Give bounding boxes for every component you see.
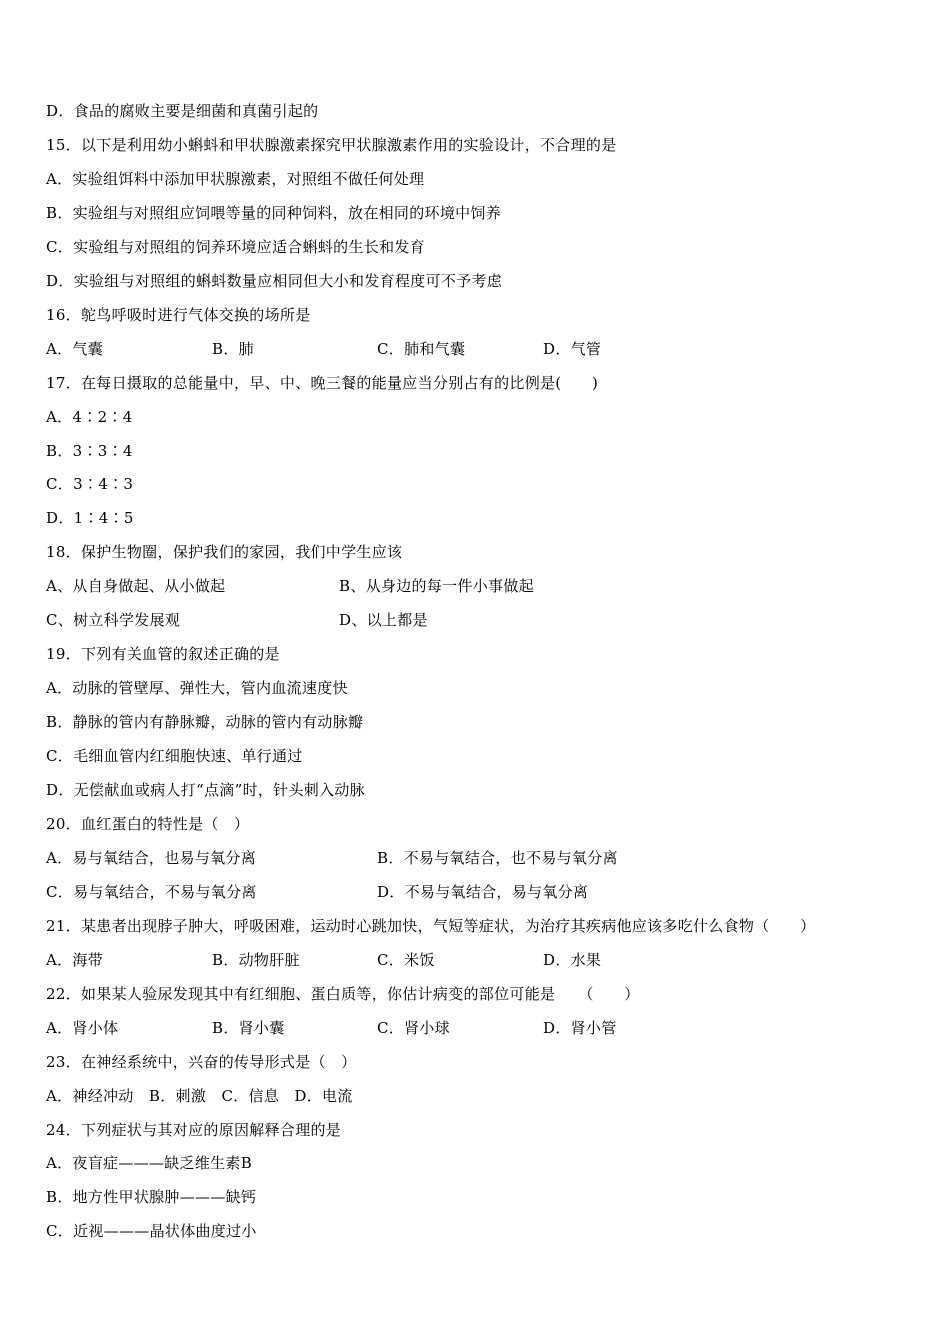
answer-option: B．肺 bbox=[212, 339, 254, 358]
document-line: A．动脉的管壁厚、弹性大，管内血流速度快 bbox=[46, 679, 348, 698]
document-line: 17．在每日摄取的总能量中，早、中、晚三餐的能量应当分别占有的比例是( ) bbox=[46, 373, 599, 392]
document-line bbox=[46, 1016, 906, 1040]
answer-option: A．肾小体 bbox=[46, 1018, 119, 1037]
document-line: 23．在神经系统中，兴奋的传导形式是（ ） bbox=[46, 1052, 357, 1071]
document-line: B．地方性甲状腺肿———缺钙 bbox=[46, 1188, 257, 1207]
answer-option: A．气囊 bbox=[46, 339, 104, 358]
document-line: C．实验组与对照组的饲养环境应适合蝌蚪的生长和发育 bbox=[46, 237, 425, 256]
document-line: A．实验组饵料中添加甲状腺激素，对照组不做任何处理 bbox=[46, 169, 425, 188]
document-line bbox=[46, 948, 906, 972]
answer-option: D．水果 bbox=[543, 950, 602, 969]
document-line: C．近视———晶状体曲度过小 bbox=[46, 1222, 257, 1241]
answer-option: C．易与氧结合，不易与氧分离 bbox=[46, 882, 257, 901]
answer-option: D．不易与氧结合，易与氧分离 bbox=[377, 882, 589, 901]
document-line: 21．某患者出现脖子肿大，呼吸困难，运动时心跳加快，气短等症状，为治疗其疾病他应该多吃什么食物（ ） bbox=[46, 916, 816, 935]
document-line: A．夜盲症———缺乏维生素B bbox=[46, 1154, 253, 1173]
document-line: 20．血红蛋白的特性是（ ） bbox=[46, 814, 250, 833]
answer-option: B．肾小囊 bbox=[212, 1018, 285, 1037]
document-line bbox=[46, 880, 906, 904]
document-line: C．3∶4∶3 bbox=[46, 475, 134, 494]
document-line: C．毛细血管内红细胞快速、单行通过 bbox=[46, 747, 303, 766]
answer-option: B．不易与氧结合，也不易与氧分离 bbox=[377, 848, 618, 867]
document-line: 15．以下是利用幼小蝌蚪和甲状腺激素探究甲状腺激素作用的实验设计，不合理的是 bbox=[46, 135, 617, 154]
document-line: B．3∶3∶4 bbox=[46, 441, 133, 460]
answer-option: C、树立科学发展观 bbox=[46, 611, 181, 630]
document-line: A．4∶2∶4 bbox=[46, 407, 133, 426]
document-line: 22．如果某人验尿发现其中有红细胞、蛋白质等，你估计病变的部位可能是 （ ） bbox=[46, 984, 640, 1003]
answer-option: A．海带 bbox=[46, 950, 104, 969]
document-line: B．静脉的管内有静脉瓣，动脉的管内有动脉瓣 bbox=[46, 713, 364, 732]
document-line: D．无偿献血或病人打“点滴”时，针头刺入动脉 bbox=[46, 781, 365, 799]
document-line bbox=[46, 846, 906, 870]
answer-option: D．肾小管 bbox=[543, 1018, 617, 1037]
document-line: D．1∶4∶5 bbox=[46, 509, 134, 528]
answer-option: C．肾小球 bbox=[377, 1018, 450, 1037]
document-line: 18．保护生物圈，保护我们的家园，我们中学生应该 bbox=[46, 543, 403, 562]
answer-option: D、以上都是 bbox=[339, 611, 428, 630]
answer-option: B．动物肝脏 bbox=[212, 950, 300, 969]
document-line: A．神经冲动 B．刺激 C．信息 D．电流 bbox=[46, 1086, 353, 1105]
document-line: D．实验组与对照组的蝌蚪数量应相同但大小和发育程度可不予考虑 bbox=[46, 271, 503, 290]
answer-option: A、从自身做起、从小做起 bbox=[46, 577, 226, 596]
document-line: D．食品的腐败主要是细菌和真菌引起的 bbox=[46, 102, 319, 120]
document-line: 19．下列有关血管的叙述正确的是 bbox=[46, 645, 280, 664]
document-line: 24．下列症状与其对应的原因解释合理的是 bbox=[46, 1120, 342, 1139]
document-line: B．实验组与对照组应饲喂等量的同种饲料，放在相同的环境中饲养 bbox=[46, 203, 502, 222]
answer-option: C．肺和气囊 bbox=[377, 339, 466, 358]
document-line: 16．鸵鸟呼吸时进行气体交换的场所是 bbox=[46, 305, 311, 324]
answer-option: B、从身边的每一件小事做起 bbox=[339, 577, 534, 596]
document-line bbox=[46, 574, 906, 598]
document-line bbox=[46, 608, 906, 632]
answer-option: C．米饭 bbox=[377, 950, 435, 969]
answer-option: D．气管 bbox=[543, 339, 602, 358]
document-line bbox=[46, 337, 906, 361]
answer-option: A．易与氧结合，也易与氧分离 bbox=[46, 848, 257, 867]
